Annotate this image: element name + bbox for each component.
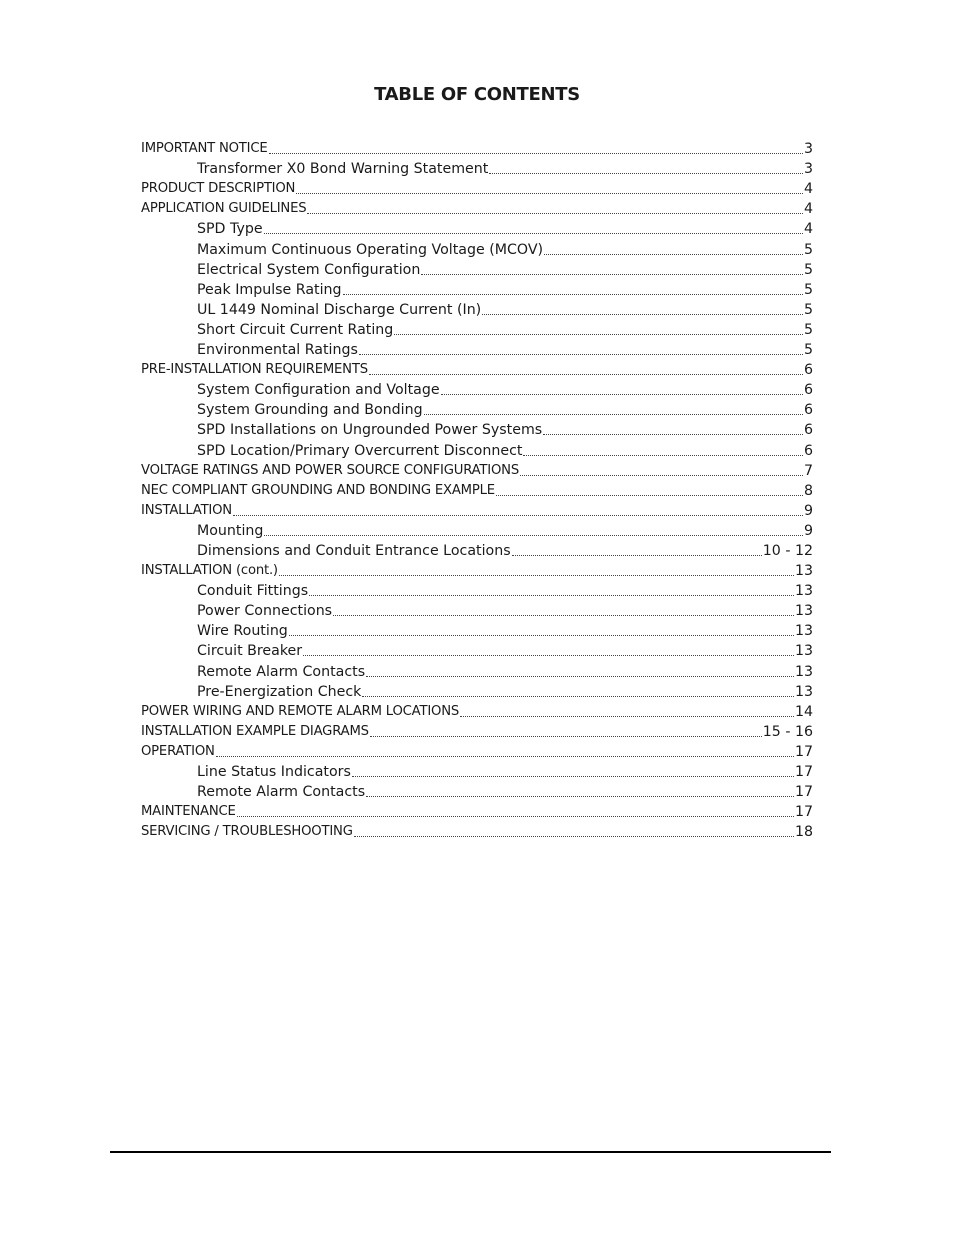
toc-entry[interactable] <box>0 741 954 761</box>
toc-entry[interactable] <box>0 138 954 158</box>
toc-entry[interactable] <box>0 460 954 480</box>
toc-entry-label: SPD Installations on Ungrounded Power Systems <box>197 422 543 439</box>
toc-entry[interactable] <box>0 279 954 299</box>
toc-entry-page: 9 <box>803 522 813 539</box>
toc-entry-page: 13 <box>794 683 813 700</box>
toc-dot-leader <box>233 515 803 516</box>
toc-entry-page: 5 <box>803 241 813 258</box>
toc-dot-leader <box>394 334 803 335</box>
toc-entry-label: UL 1449 Nominal Discharge Current (In) <box>197 301 482 318</box>
toc-entry-label: System Grounding and Bonding <box>197 402 423 419</box>
toc-entry-page: 13 <box>794 603 813 620</box>
toc-entry[interactable] <box>0 540 954 560</box>
toc-entry-page: 17 <box>794 804 813 821</box>
toc-entry-page: 4 <box>803 181 813 198</box>
toc-entry-label: Maximum Continuous Operating Voltage (MCOV) <box>197 241 544 258</box>
toc-entry[interactable] <box>0 238 954 258</box>
toc-entry-label: OPERATION <box>141 743 215 759</box>
page-title: TABLE OF CONTENTS <box>374 84 580 105</box>
toc-dot-leader <box>523 455 803 456</box>
toc-entry[interactable] <box>0 339 954 359</box>
toc-entry[interactable] <box>0 359 954 379</box>
toc-entry-label: Remote Alarm Contacts <box>197 663 366 680</box>
toc-entry-label: VOLTAGE RATINGS AND POWER SOURCE CONFIGURATIONS <box>141 462 519 478</box>
toc-dot-leader <box>512 555 762 556</box>
toc-entry[interactable] <box>0 781 954 801</box>
toc-dot-leader <box>359 354 803 355</box>
toc-dot-leader <box>369 374 803 375</box>
toc-entry-label: Short Circuit Current Rating <box>197 321 394 338</box>
toc-entry-page: 13 <box>794 623 813 640</box>
toc-entry[interactable] <box>0 198 954 218</box>
toc-entry[interactable] <box>0 761 954 781</box>
toc-entry-page: 7 <box>803 462 813 479</box>
toc-entry-label: Line Status Indicators <box>197 764 351 780</box>
toc-entry[interactable] <box>0 379 954 399</box>
toc-dot-leader <box>544 254 803 255</box>
toc-entry-label: Mounting <box>197 522 264 539</box>
toc-dot-leader <box>520 475 803 476</box>
toc-entry[interactable] <box>0 439 954 459</box>
toc-entry[interactable] <box>0 600 954 620</box>
toc-entry[interactable] <box>0 158 954 178</box>
toc-entry-label: Transformer X0 Bond Warning Statement <box>197 161 489 178</box>
toc-entry-page: 6 <box>803 422 813 439</box>
toc-dot-leader <box>296 193 803 194</box>
toc-dot-leader <box>343 294 803 295</box>
toc-entry[interactable] <box>0 178 954 198</box>
toc-entry-label: POWER WIRING AND REMOTE ALARM LOCATIONS <box>141 703 460 719</box>
toc-entry[interactable] <box>0 821 954 841</box>
toc-entry[interactable] <box>0 259 954 279</box>
toc-entry-label: APPLICATION GUIDELINES <box>141 201 307 217</box>
toc-dot-leader <box>362 696 794 697</box>
toc-entry[interactable] <box>0 299 954 319</box>
toc-entry[interactable] <box>0 681 954 701</box>
toc-entry-label: Conduit Fittings <box>197 583 309 600</box>
toc-entry-page: 18 <box>794 824 813 841</box>
toc-entry-label: SERVICING / TROUBLESHOOTING <box>141 824 353 840</box>
toc-entry-label: Power Connections <box>197 603 333 620</box>
toc-entry-page: 6 <box>803 442 813 459</box>
toc-entry-label: IMPORTANT NOTICE <box>141 141 268 157</box>
toc-entry-label: Circuit Breaker <box>197 643 303 660</box>
toc-dot-leader <box>354 836 794 837</box>
toc-entry[interactable] <box>0 721 954 741</box>
toc-entry[interactable] <box>0 701 954 721</box>
toc-dot-leader <box>366 676 794 677</box>
toc-dot-leader <box>460 716 794 717</box>
toc-entry-page: 15 - 16 <box>762 723 813 740</box>
toc-entry[interactable] <box>0 560 954 580</box>
toc-dot-leader <box>303 655 794 656</box>
toc-entry-page: 5 <box>803 342 813 359</box>
toc-entry-label: SPD Type <box>197 221 263 238</box>
toc-entry-page: 5 <box>803 261 813 278</box>
toc-dot-leader <box>489 173 803 174</box>
footer-divider <box>110 1151 831 1153</box>
toc-entry-page: 13 <box>794 643 813 660</box>
toc-entry-page: 13 <box>794 583 813 600</box>
toc-dot-leader <box>421 274 803 275</box>
toc-entry[interactable] <box>0 801 954 821</box>
toc-entry-label: SPD Location/Primary Overcurrent Disconnect <box>197 442 523 459</box>
toc-entry-label: Pre-Energization Check <box>197 683 362 700</box>
toc-dot-leader <box>309 595 794 596</box>
toc-entry[interactable] <box>0 500 954 520</box>
toc-dot-leader <box>269 153 803 154</box>
toc-entry-label: Environmental Ratings <box>197 342 358 359</box>
toc-dot-leader <box>482 314 803 315</box>
toc-dot-leader <box>333 615 794 616</box>
toc-entry-page: 8 <box>803 482 813 499</box>
toc-entry-label: INSTALLATION (cont.) <box>141 563 278 579</box>
toc-entry[interactable] <box>0 520 954 540</box>
toc-entry-page: 13 <box>794 663 813 680</box>
toc-entry-page: 6 <box>803 402 813 419</box>
toc-dot-leader <box>441 394 803 395</box>
toc-dot-leader <box>216 756 794 757</box>
toc-entry[interactable] <box>0 399 954 419</box>
toc-entry-page: 6 <box>803 362 813 379</box>
toc-entry-label: INSTALLATION EXAMPLE DIAGRAMS <box>141 723 369 739</box>
toc-entry-label: Peak Impulse Rating <box>197 281 342 298</box>
toc-entry-page: 9 <box>803 502 813 519</box>
toc-entry-page: 13 <box>794 563 813 580</box>
toc-dot-leader <box>307 213 803 214</box>
toc-entry-label: Electrical System Configuration <box>197 261 421 278</box>
toc-entry-label: Dimensions and Conduit Entrance Locations <box>197 542 511 559</box>
toc-dot-leader <box>279 575 794 576</box>
toc-entry-page: 5 <box>803 301 813 318</box>
toc-entry[interactable] <box>0 640 954 660</box>
toc-entry-label: PRODUCT DESCRIPTION <box>141 181 296 197</box>
toc-entry[interactable] <box>0 580 954 600</box>
toc-entry[interactable] <box>0 319 954 339</box>
toc-dot-leader <box>237 816 794 817</box>
toc-entry[interactable] <box>0 218 954 238</box>
toc-entry-page: 4 <box>803 201 813 218</box>
toc-entry-page: 10 - 12 <box>762 542 813 559</box>
toc-entry-label: MAINTENANCE <box>141 804 236 820</box>
toc-dot-leader <box>370 736 762 737</box>
toc-dot-leader <box>424 414 803 415</box>
toc-dot-leader <box>543 434 803 435</box>
toc-entry[interactable] <box>0 480 954 500</box>
toc-entry-label: Wire Routing <box>197 623 288 640</box>
toc-entry-page: 3 <box>803 141 813 158</box>
toc-entry-page: 17 <box>794 784 813 801</box>
toc-entry-label: INSTALLATION <box>141 502 232 518</box>
toc-entry-page: 17 <box>794 764 813 780</box>
toc-entry[interactable] <box>0 660 954 680</box>
toc-dot-leader <box>264 535 803 536</box>
toc-dot-leader <box>496 495 803 496</box>
toc-entry-label: System Configuration and Voltage <box>197 382 440 399</box>
toc-entry-label: NEC COMPLIANT GROUNDING AND BONDING EXAMPLE <box>141 482 495 498</box>
toc-entry-page: 4 <box>803 221 813 238</box>
toc-dot-leader <box>289 635 794 636</box>
toc-dot-leader <box>264 233 803 234</box>
toc-entry-page: 14 <box>794 703 813 720</box>
toc-entry-page: 3 <box>803 161 813 178</box>
toc-dot-leader <box>366 796 794 797</box>
toc-entry-page: 6 <box>803 382 813 399</box>
toc-entry-label: PRE-INSTALLATION REQUIREMENTS <box>141 362 368 378</box>
table-of-contents <box>0 138 954 841</box>
toc-entry-page: 5 <box>803 321 813 338</box>
toc-entry-page: 17 <box>794 743 813 760</box>
toc-entry-page: 5 <box>803 281 813 298</box>
toc-entry-label: Remote Alarm Contacts <box>197 784 366 801</box>
toc-entry[interactable] <box>0 419 954 439</box>
toc-entry[interactable] <box>0 620 954 640</box>
toc-dot-leader <box>352 776 794 777</box>
